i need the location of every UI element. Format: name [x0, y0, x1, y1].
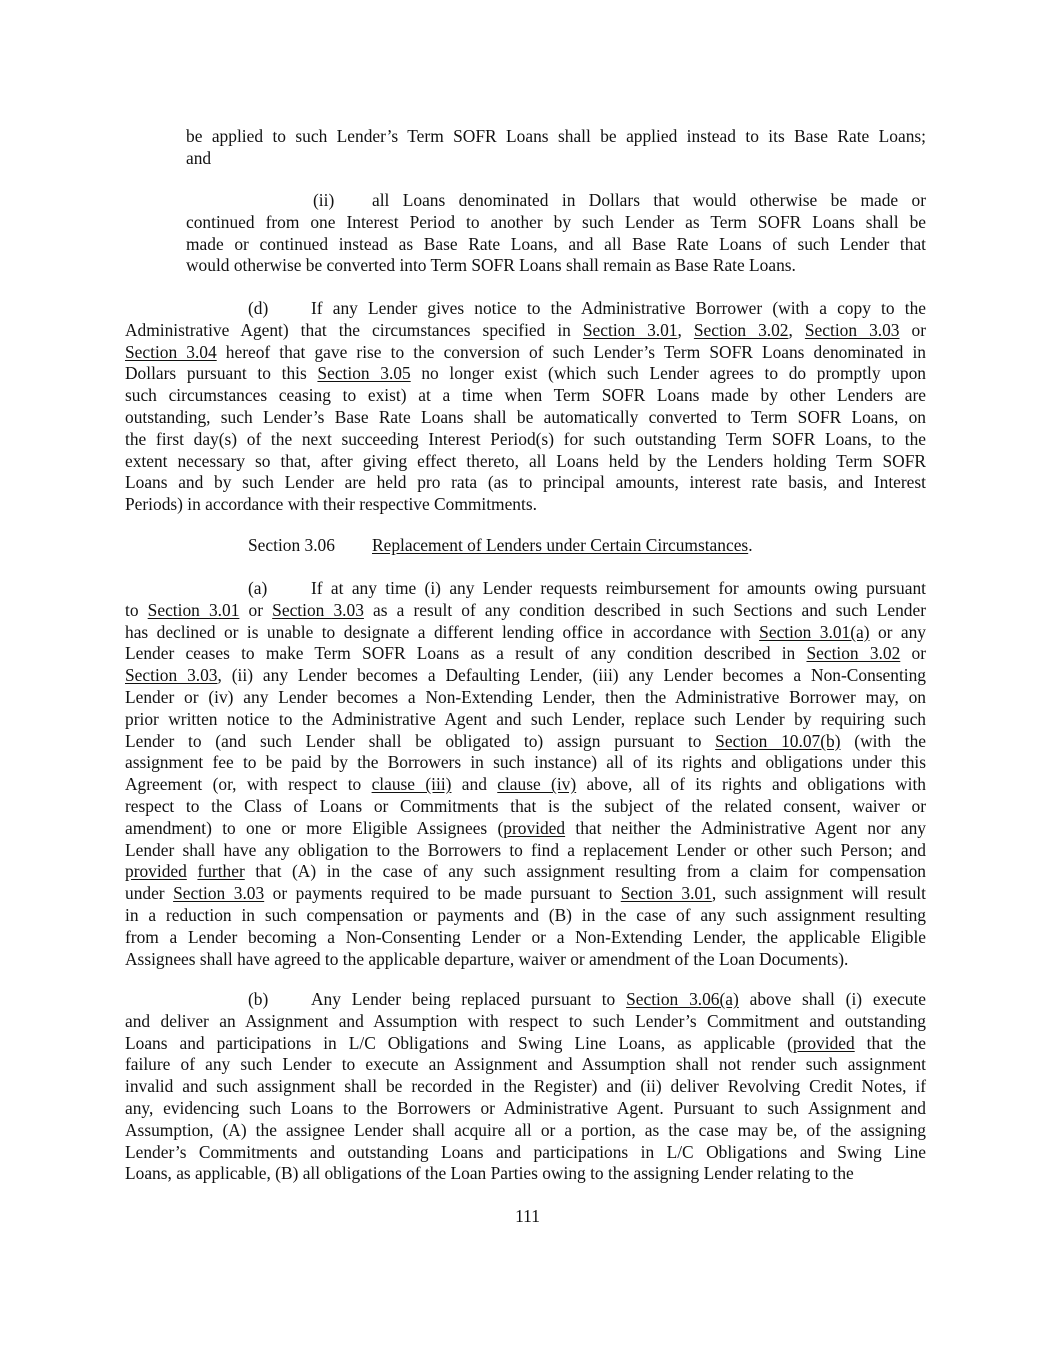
text-segment: or: [900, 643, 926, 664]
text-segment: If at any time (i) any Lender requests reimbursement for amounts owing pursuant: [311, 578, 926, 598]
text-segment: to: [125, 599, 148, 620]
text-segment: Loans, as applicable, (B) all obligations of the Loan Parties owing to the assigning Lender relating to the: [125, 1163, 854, 1184]
text-segment: assignment fee to be paid by the Borrowers in such instance) all of its rights and obligations under this: [125, 752, 926, 773]
text-segment: such circumstances ceasing to exist) at a time when Term SOFR Loans made by other Lenders are: [125, 385, 926, 406]
text-line: [125, 709, 926, 731]
underlined-reference: Section 10.07(b): [715, 730, 841, 751]
underlined-reference: Section 3.02: [693, 319, 789, 340]
text-line: [125, 905, 926, 927]
paragraph-label: (b): [248, 989, 269, 1009]
underlined-reference: Section 3.06(a): [626, 989, 739, 1009]
text-line: [125, 320, 926, 342]
text-line: [125, 861, 926, 883]
text-segment: that the: [854, 1032, 926, 1053]
underlined-reference: provided: [125, 861, 187, 882]
text-segment: continued from one Interest Period to another by such Lender as Term SOFR Loans shall be: [186, 211, 926, 232]
paragraph-continuation: [186, 126, 926, 170]
text-segment: failure of any such Lender to execute an Assignment and Assumption shall not render such assignment: [125, 1054, 926, 1075]
text-segment: and: [186, 147, 212, 168]
text-line: [125, 752, 926, 774]
text-line: [186, 255, 926, 277]
underlined-reference: clause (iv): [497, 774, 577, 795]
paragraph-a: [125, 578, 926, 970]
text-line: [125, 578, 926, 600]
text-segment: or: [899, 319, 927, 340]
text-segment: in a reduction in such compensation or payments and (B) in the case of any such assignment resulting: [125, 904, 926, 925]
text-line: [125, 451, 926, 473]
text-segment: has declined or is unable to designate a different lending office in accordance with: [125, 621, 760, 642]
text-segment: or: [239, 599, 273, 620]
text-line: [125, 665, 926, 687]
text-segment: , (ii) any Lender becomes a Defaulting Lender, (iii) any Lender becomes a Non-Consenting: [217, 665, 926, 686]
underlined-reference: Section 3.01: [620, 883, 712, 904]
underlined-reference: Section 3.03: [804, 319, 900, 340]
text-line: [125, 429, 926, 451]
text-segment: Assumption, (A) the assignee Lender shall acquire all or a portion, as the case may be, of the assigning: [125, 1119, 926, 1140]
text-segment: the first day(s) of the next succeeding Interest Period(s) for such outstanding Term SOFR Loans, to the: [125, 428, 926, 449]
text-line: [186, 212, 926, 234]
underlined-reference: Section 3.03: [272, 599, 364, 620]
text-segment: and: [451, 774, 498, 795]
text-line: [125, 643, 926, 665]
text-line: [125, 949, 926, 971]
text-segment: and deliver an Assignment and Assumption with respect to such Lender’s Commitment and outstanding: [125, 1010, 926, 1031]
text-line: [125, 600, 926, 622]
text-line: [125, 472, 926, 494]
paragraph-label: (a): [248, 578, 268, 598]
text-line: [125, 927, 926, 949]
text-line: [125, 883, 926, 905]
underlined-reference: Section 3.05: [317, 363, 411, 384]
text-line: [125, 989, 926, 1011]
paragraph-ii: [186, 190, 926, 277]
text-segment: under: [125, 883, 174, 904]
text-line: [125, 494, 926, 516]
text-segment: Administrative Agent) that the circumstances specified in: [125, 319, 583, 340]
text-segment: any, evidencing such Loans to the Borrowers or Administrative Agent. Pursuant to such Assignment and: [125, 1097, 926, 1118]
text-line: [125, 796, 926, 818]
text-segment: extent necessary so that, after giving effect thereto, all Loans held by the Lenders holding Term SOFR: [125, 450, 926, 471]
text-segment: or payments required to be made pursuant to: [264, 883, 621, 904]
underlined-reference: provided: [792, 1032, 855, 1053]
text-line: [125, 840, 926, 862]
text-segment: prior written notice to the Administrative Agent and such Lender, replace such Lender by requiring such: [125, 708, 926, 729]
text-segment: Periods) in accordance with their respective Commitments.: [125, 494, 537, 515]
text-line: [125, 622, 926, 644]
text-segment: outstanding, such Lender’s Base Rate Loans shall be automatically converted to Term SOFR Loans, on: [125, 406, 926, 427]
text-line: [125, 363, 926, 385]
text-segment: [187, 861, 198, 881]
text-segment: made or continued instead as Base Rate Loans, and all Base Rate Loans of such Lender that: [186, 233, 926, 254]
underlined-reference: Section 3.02: [806, 643, 901, 664]
text-segment: Lender shall have any obligation to the Borrowers to find a replacement Lender or other such Person; and: [125, 839, 926, 860]
text-segment: no longer exist (which such Lender agrees to do promptly upon: [410, 363, 926, 384]
text-segment: from a Lender becoming a Non-Consenting Lender or a Non-Extending Lender, the applicable Eligible: [125, 926, 926, 947]
text-segment: hereof that gave rise to the conversion of such Lender’s Term SOFR Loans denominated in: [216, 341, 926, 362]
text-segment: Lender to (and such Lender shall be obligated to) assign pursuant to: [125, 730, 716, 751]
text-line: [125, 1011, 926, 1033]
text-segment: be applied to such Lender’s Term SOFR Loans shall be applied instead to its Base Rate Loans;: [186, 126, 926, 146]
text-line: [125, 818, 926, 840]
section-3-06-heading: [248, 535, 948, 557]
text-line: [125, 1120, 926, 1142]
paragraph-d: [125, 298, 926, 516]
underlined-reference: Section 3.01: [147, 599, 240, 620]
text-line: [125, 774, 926, 796]
text-line: [125, 342, 926, 364]
text-segment: , such assignment will result: [711, 883, 926, 904]
text-segment: Dollars pursuant to this: [125, 363, 318, 384]
text-segment: (with the: [840, 730, 927, 751]
text-segment: invalid and such assignment shall be recorded in the Register) and (ii) deliver Revolving Credit Notes, if: [125, 1076, 926, 1097]
text-line: [125, 1033, 926, 1055]
text-line: [125, 1142, 926, 1164]
paragraph-label: Section 3.06: [248, 535, 335, 555]
underlined-reference: Section 3.01: [582, 319, 678, 340]
text-segment: .: [748, 535, 753, 555]
text-segment: Any Lender being replaced pursuant to: [311, 989, 627, 1009]
text-segment: that (A) in the case of any such assignment resulting from a claim for compensation: [244, 861, 926, 882]
text-line: [125, 1163, 926, 1185]
text-segment: Agreement (or, with respect to: [125, 774, 372, 795]
text-line: [186, 148, 926, 170]
paragraph-label: (d): [248, 298, 269, 318]
text-segment: ,: [788, 319, 805, 340]
underlined-reference: provided: [503, 817, 566, 838]
text-segment: ,: [677, 319, 694, 340]
underlined-reference: Section 3.03: [173, 883, 265, 904]
text-segment: Lender’s Commitments and outstanding Loans and participations in L/C Obligations and Swing Line: [125, 1141, 926, 1162]
text-line: [125, 731, 926, 753]
underlined-reference: clause (iii): [371, 774, 452, 795]
text-segment: that neither the Administrative Agent nor any: [565, 817, 926, 838]
text-segment: respect to the Class of Loans or Commitments that is the subject of the related consent, waiver or: [125, 795, 926, 816]
text-segment: Lender ceases to make Term SOFR Loans as a result of any condition described in: [125, 643, 807, 664]
underlined-reference: Section 3.01(a): [759, 621, 870, 642]
text-segment: as a result of any condition described in such Sections and such Lender: [363, 599, 926, 620]
page-number: 111: [515, 1206, 540, 1226]
text-segment: above, all of its rights and obligations with: [576, 774, 926, 795]
text-segment: above shall (i) execute: [738, 989, 926, 1009]
text-line: [125, 407, 926, 429]
text-segment: Lender or (iv) any Lender becomes a Non-Extending Lender, then the Administrative Borrower may, on: [125, 686, 926, 707]
text-line: [248, 535, 948, 557]
underlined-reference: Section 3.03: [125, 665, 218, 686]
paragraph-label: (ii): [313, 190, 335, 210]
text-line: [125, 1054, 926, 1076]
text-line: [125, 298, 926, 320]
text-line: [125, 1098, 926, 1120]
underlined-reference: Section 3.04: [125, 341, 217, 362]
text-segment: Loans and participations in L/C Obligations and Swing Line Loans, as applicable (: [125, 1032, 793, 1053]
text-line: [186, 190, 926, 212]
text-segment: amendment) to one or more Eligible Assignees (: [125, 817, 504, 838]
paragraph-b: [125, 989, 926, 1185]
text-segment: or any: [869, 621, 926, 642]
text-line: [125, 1076, 926, 1098]
text-line: [186, 234, 926, 256]
text-segment: would otherwise be converted into Term SOFR Loans shall remain as Base Rate Loans.: [186, 255, 796, 276]
text-segment: If any Lender gives notice to the Administrative Borrower (with a copy to the: [311, 298, 926, 318]
text-line: [125, 385, 926, 407]
text-segment: all Loans denominated in Dollars that would otherwise be made or: [372, 190, 926, 210]
text-line: [125, 687, 926, 709]
text-segment: Assignees shall have agreed to the applicable departure, waiver or amendment of the Loan Documents).: [125, 948, 849, 969]
underlined-reference: Replacement of Lenders under Certain Circumstances: [372, 535, 749, 555]
text-line: [186, 126, 926, 148]
underlined-reference: further: [197, 861, 245, 882]
text-segment: Loans and by such Lender are held pro rata (as to principal amounts, interest rate basis, and Interest: [125, 472, 926, 493]
